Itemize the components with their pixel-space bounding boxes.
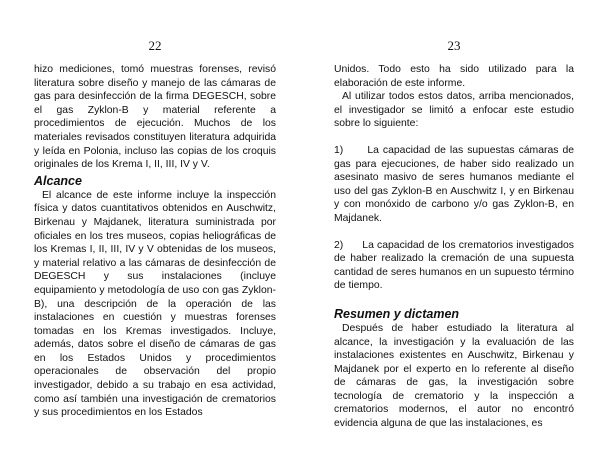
section-heading: Resumen y dictamen	[334, 306, 460, 321]
section-heading: Alcance	[34, 173, 82, 188]
page-number: 22	[148, 38, 162, 53]
page-number: 23	[447, 38, 461, 53]
paragraph: Después de haber estudiado la literatura al alcance, la investigación y la evaluación de las instalaciones existentes en Auschwitz, Birkenau y Majdanek por el experto en lo referente al diseño de cámaras de gas, la investigación sobre tecnología de crematorio y la inspección a crematorios modernos, el autor no encontró evidencia alguna de que las instalaciones, es	[334, 322, 574, 430]
paragraph: Unidos. Todo esto ha sido utilizado para la elaboración de este informe.	[334, 64, 574, 89]
page-body	[34, 63, 276, 420]
list-item: 1) La capacidad de las supuestas cámaras de gas para ejecuciones, de haber sido realizado un asesinato masivo de seres humanos mediante el uso del gas Zyklon-B en Auschwitz I, y en Birkenau y con monóxido de carbono y/o gas Zyklon-B, en Majdanek.	[334, 144, 577, 224]
paragraph: hizo mediciones, tomó muestras forenses, revisó literatura sobre diseño y manejo de las cámaras de gas para desinfección de la firma DEGESCH, sobre el gas Zyklon-B y material referente a procedimientos de ejecución. Muchos de los materiales revisados constituyen literatura adquirida y leída en Polonia, incluso las copias de los croquis originales de los Krema I, II, III, IV y V.	[34, 64, 276, 171]
page-body	[334, 63, 577, 431]
paragraph: El alcance de este informe incluye la inspección física y datos cuantitativos obtenidos en Auschwitz, Birkenau y Majdanek, literatura suministrada por oficiales en los tres museos, copias heliográficas de los Kremas I, II, III, IV y V obtenidas de los museos, y material relativo a las cámaras de desinfección de DEGESCH y sus instalaciones (incluye equipamiento y metodología de uso con gas Zyklon-B), una descripción de la operación de las instalaciones en cuestión y muestras forenses tomadas en los Kremas investigados. Incluye, además, datos sobre el diseño de cámaras de gas en los Estados Unidos y procedimientos operacionales de observación del propio investigador, debido a su trabajo en esa actividad, como así también una investigación de crematorios y sus procedimientos en los Estados	[34, 189, 276, 419]
paragraph: Al utilizar todos estos datos, arriba mencionados, el investigador se limitó a enfocar este estudio sobre lo siguiente:	[334, 91, 574, 130]
list-item: 2) La capacidad de los crematorios investigados de haber realizado la cremación de una supuesta cantidad de seres humanos en un supuesto término de tiempo.	[334, 239, 577, 292]
